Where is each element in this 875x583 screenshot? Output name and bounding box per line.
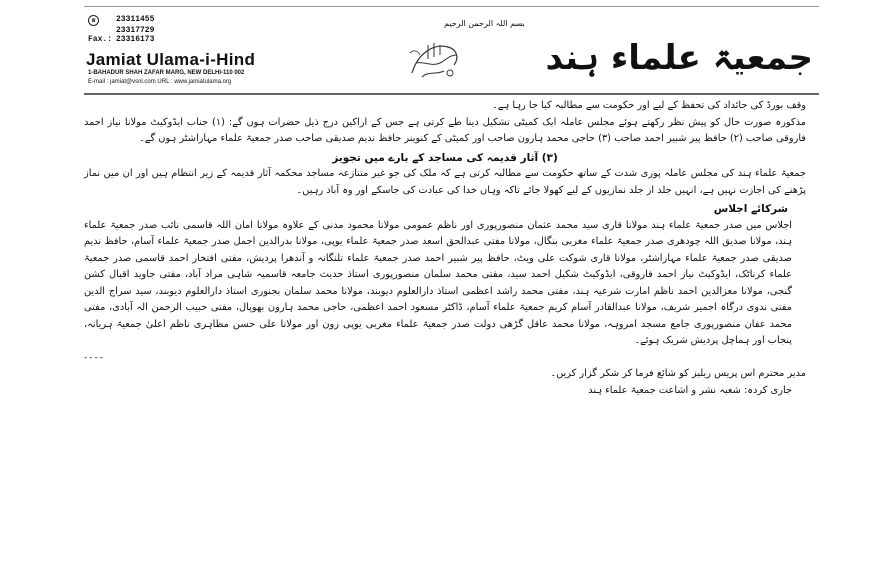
calligraphy-emblem-icon: [404, 33, 466, 85]
separator: ----: [84, 352, 105, 363]
phone-number: 23317729: [116, 26, 155, 35]
phone-icon: ☎: [88, 15, 99, 26]
section-heading: شرکائے اجلاس: [713, 203, 788, 215]
paragraph: وقف بورڈ کی جائداد کی تحفظ کے لیے اور حکومت سے مطالبہ کیا جا رہا ہے۔: [492, 100, 806, 111]
paragraph: جمعیۃ علماء ہند کی مجلس عاملہ پوری شدت کے ساتھ حکومت سے مطالبہ کرتی ہے کہ ملک کی جو غیر متنازعہ مساجد محکمہ آثار قدیمہ کے زیر انتظام ہیں اور ان میں نماز پڑھنے کی اجازت نہیں ہے، انہیں جلد از جلد نمازیوں کے لیے کھولا جائے تاکہ وہاں خدا کی عبادت کی جاسکے اور وہ آباد رہیں۔: [84, 168, 806, 196]
organization-address: 1-BAHADUR SHAH ZAFAR MARG, NEW DELHI-110 002: [88, 70, 245, 76]
paragraph: مدیر محترم اس پریس ریلیز کو شائع فرما کر شکر گزار کریں۔: [550, 368, 806, 379]
section-heading: (۳) آثار قدیمہ کی مساجد کے بارے میں تجویز: [332, 151, 558, 164]
document-body: [84, 98, 806, 399]
paragraph: مذکورہ صورت حال کو پیش نظر رکھتے ہوئے مجلس عاملہ ایک کمیٹی تشکیل دینا طے کرتی ہے جس کے اراکین درج ذیل حضرات ہوں گے: (۱) جناب ایڈوکیٹ مولانا نیاز احمد فاروقی صاحب (۲) حافظ پیر شبیر احمد صاحب (۳) حاجی محمد ہارون صاحب اور کمیٹی کے کنوینر حافظ ندیم صدیقی صاحب صدر جمعیۃ علماء مہاراشٹر ہوں گے۔: [84, 116, 806, 144]
fax-number: 23316173: [116, 35, 155, 44]
organization-name-urdu: جمعیۃ علماء ہند: [545, 38, 813, 78]
issued-by: جاری کردہ: شعبہ نشر و اشاعت جمعیۃ علماء ہند: [588, 384, 792, 396]
paragraph: اجلاس میں صدر جمعیۃ علماء ہند مولانا قاری سید محمد عثمان منصورپوری اور ناظم عمومی مولانا محمود مدنی کے علاوہ مولانا امان اللہ قاسمی نائب صدر جمعیۃ علماء ہند، مولانا صدیق اللہ چودھری صدر جمعیۃ علماء مغربی بنگال، مولانا مفتی عبدالحق اسعد صدر جمعیۃ علماء یوپی، مولانا بدرالدین اجمل صدر جمعیۃ علماء آسام، حافظ ندیم صدیقی صدر جمعیۃ علماء مہاراشٹر، مولانا قاری شوکت علی ویٹ، حافظ پیر شبیر احمد صدر جمعیۃ علماء تلنگانہ و آندھرا پردیش، مفتی افتخار احمد قاسمی صدر جمعیۃ علماء کرناٹک، ایڈوکیٹ نیاز احمد فاروقی، ایڈوکیٹ شکیل احمد سید، مفتی محمد سلمان منصورپوری استاذ حدیث جامعہ قاسمیہ شاہی مراد آباد، مفتی جاوید اقبال کشن گنجی، مولانا معزالدین احمد ناظم امارت شرعیہ ہند، مفتی محمد راشد اعظمی استاذ دارالعلوم دیوبند، مولانا محمد سلمان بجنوری استاذ دارالعلوم دیوبند، سید سراج الدین مفتی ندوی درگاہ اجمیر شریف، مولانا عبدالقادر آسام کریم جمعیۃ علماء آسام، ڈاکٹر مسعود احمد اعظمی، حاجی محمد ہارون بھوپال، مفتی حبیب الرحمن الہ آبادی، مفتی محمد عفان منصورپوری جامع مسجد امروہہ، مولانا محمد عاقل گڑھی دولت صدر جمعیۃ علماء مغربی یوپی زون اور مولانا علی حسن مظاہری ناظم اعلیٰ جمعیۃ ہریانہ، پنجاب اور ہماچل پردیش شریک ہوئے۔: [84, 219, 792, 346]
organization-contact: E-mail : jamiat@vsnl.com URL : www.jamiatulama.org: [88, 79, 232, 85]
phone-numbers: [88, 15, 154, 44]
fax-label: Fax.:: [88, 35, 113, 44]
phone-number: 23311455: [116, 15, 155, 24]
letterhead: [84, 6, 819, 95]
bismillah-text: بسم اللہ الرحمن الرحیم: [444, 19, 525, 28]
organization-name-english: Jamiat Ulama-i-Hind: [86, 50, 256, 69]
